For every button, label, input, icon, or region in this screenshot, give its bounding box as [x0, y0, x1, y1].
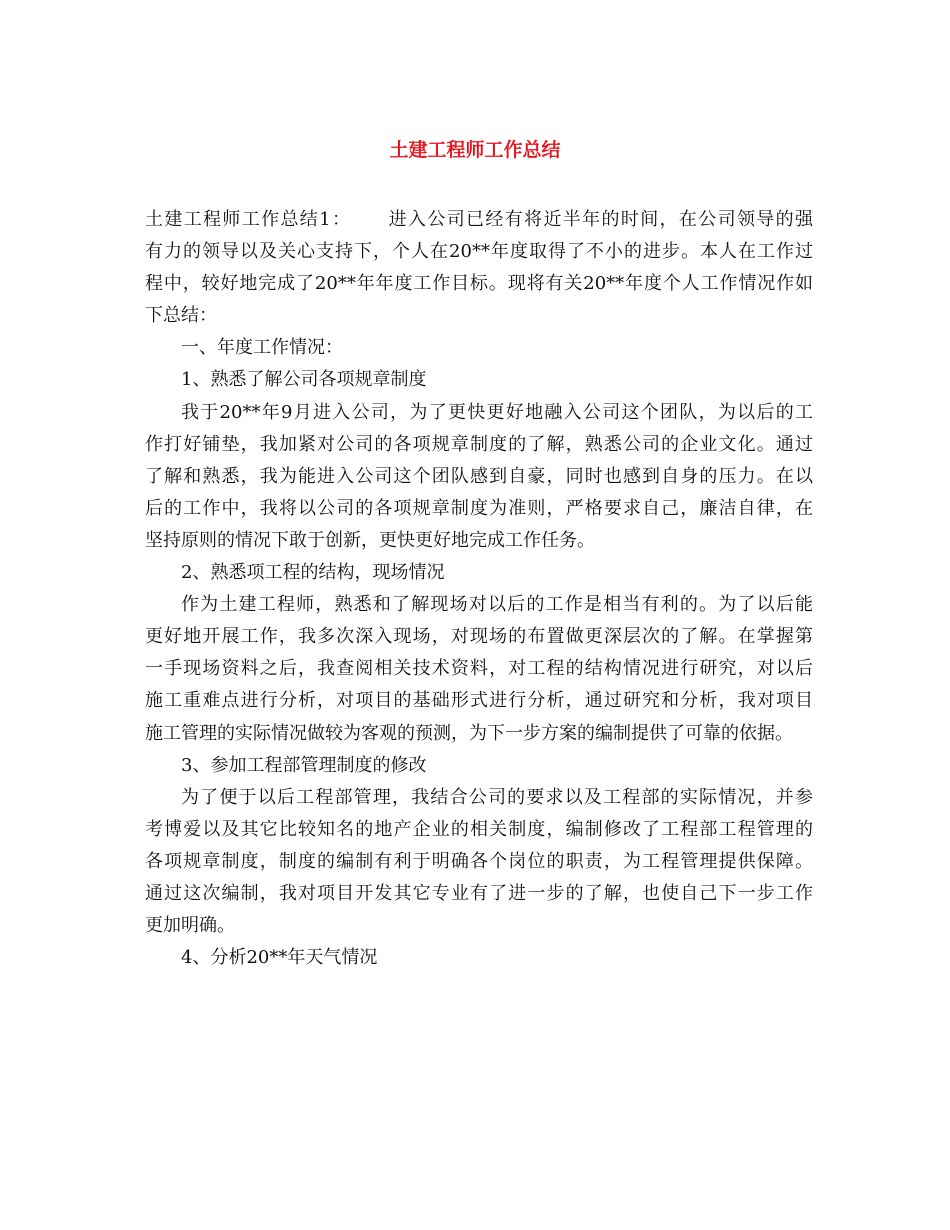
paragraph-3-line-3: 各项规章制度，制度的编制有利于明确各个岗位的职责，为工程管理提供保障。 — [145, 850, 813, 872]
document-body — [145, 204, 813, 974]
paragraph-2-line-4: 施工重难点进行分析，对项目的基础形式进行分析，通过研究和分析，我对项目 — [145, 690, 813, 712]
paragraph-1-line-1: 我于20**年9月进入公司，为了更快更好地融入公司这个团队，为以后的工 — [181, 401, 813, 423]
intro-line-3: 程中，较好地完成了20**年年度工作目标。现将有关20**年度个人工作情况作如 — [145, 273, 813, 295]
section-heading-1: 一、年度工作情况： — [181, 337, 343, 359]
paragraph-2-line-1: 作为土建工程师，熟悉和了解现场对以后的工作是相当有利的。为了以后能 — [181, 594, 813, 616]
paragraph-1-line-5: 坚持原则的情况下敢于创新，更快更好地完成工作任务。 — [145, 529, 595, 551]
paragraph-3-line-1: 为了便于以后工程部管理，我结合公司的要求以及工程部的实际情况，并参 — [181, 786, 813, 808]
intro-line-4: 下总结： — [145, 305, 217, 327]
intro-line-2: 有力的领导以及关心支持下，个人在20**年度取得了不小的进步。本人在工作过 — [145, 241, 813, 263]
intro-label: 土建工程师工作总结1： — [145, 209, 352, 230]
item-heading-2: 2、熟悉项工程的结构，现场情况 — [181, 562, 445, 584]
paragraph-2-line-5: 施工管理的实际情况做较为客观的预测，为下一步方案的编制提供了可靠的依据。 — [145, 722, 793, 744]
item-heading-4: 4、分析20**年天气情况 — [181, 947, 378, 969]
intro-line-1 — [145, 204, 813, 236]
document-title: 土建工程师工作总结 — [389, 139, 561, 161]
item-heading-3: 3、参加工程部管理制度的修改 — [181, 754, 427, 776]
paragraph-1-line-3: 了解和熟悉，我为能进入公司这个团队感到自豪，同时也感到自身的压力。在以 — [145, 465, 813, 487]
paragraph-2-line-2: 更好地开展工作，我多次深入现场，对现场的布置做更深层次的了解。在掌握第 — [145, 626, 813, 648]
paragraph-2-line-3: 一手现场资料之后，我查阅相关技术资料，对工程的结构情况进行研究，对以后 — [145, 658, 813, 680]
intro-text-1: 进入公司已经有将近半年的时间，在公司领导的强 — [387, 209, 814, 230]
item-heading-1: 1、熟悉了解公司各项规章制度 — [181, 369, 427, 391]
paragraph-1-line-2: 作打好铺垫，我加紧对公司的各项规章制度的了解，熟悉公司的企业文化。通过 — [145, 433, 813, 455]
paragraph-3-line-4: 通过这次编制，我对项目开发其它专业有了进一步的了解，也使自己下一步工作 — [145, 882, 813, 904]
paragraph-1-line-4: 后的工作中，我将以公司的各项规章制度为准则，严格要求自己，廉洁自律，在 — [145, 497, 813, 519]
paragraph-3-line-2: 考博爱以及其它比较知名的地产企业的相关制度，编制修改了工程部工程管理的 — [145, 818, 813, 840]
paragraph-3-line-5: 更加明确。 — [145, 915, 235, 937]
